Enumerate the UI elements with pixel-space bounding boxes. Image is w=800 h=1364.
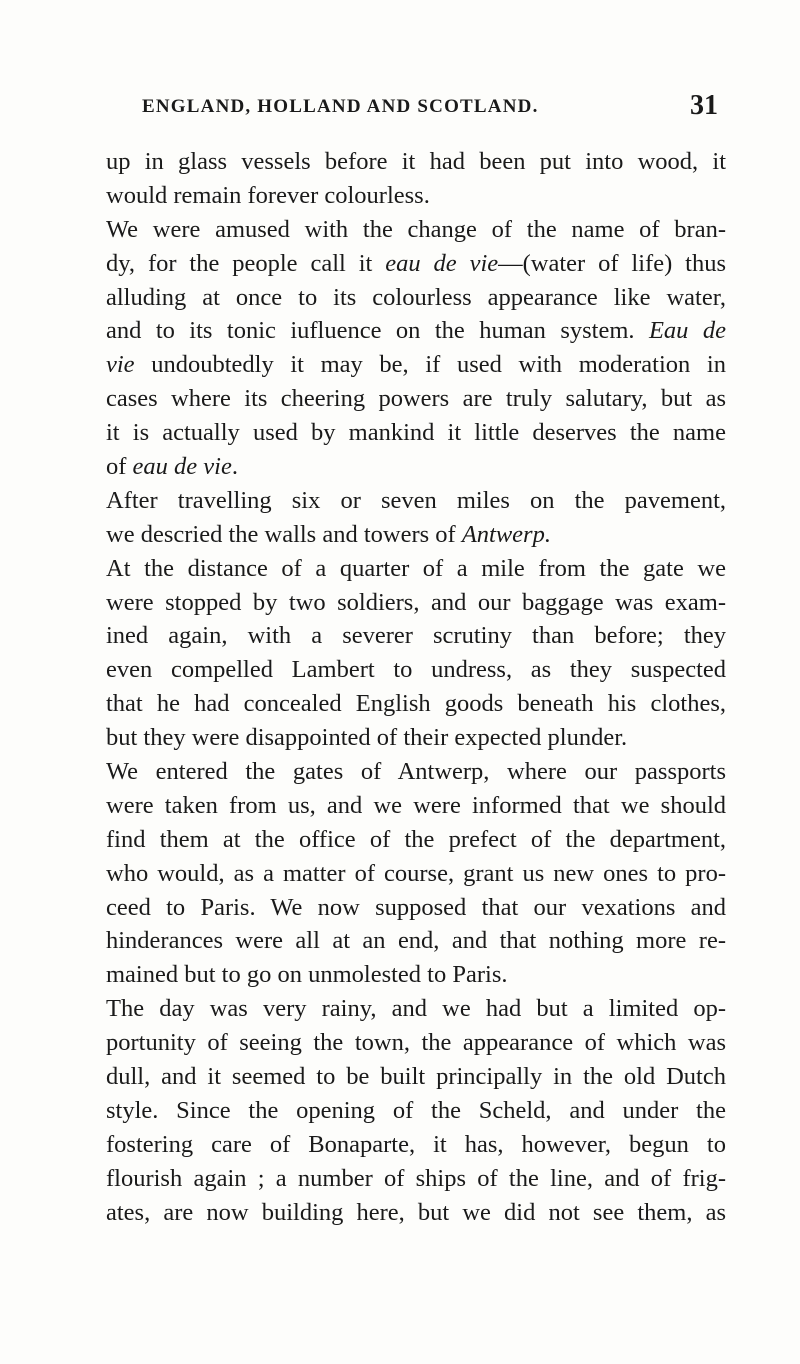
text-line: style. Since the opening of the Scheld, and under the [106,1096,726,1124]
text-line: were stopped by two soldiers, and our baggage was exam- [106,588,726,616]
text-line: that he had concealed English goods beneath his clothes, [106,690,726,718]
running-head-title: ENGLAND, HOLLAND AND SCOTLAND. [142,96,539,117]
text-line: The day was very rainy, and we had but a limited op- [106,995,726,1023]
text-line: We entered the gates of Antwerp, where our passports [106,758,726,786]
text-line: mained but to go on unmolested to Paris. [106,961,508,989]
text-line: After travelling six or seven miles on the pavement, [106,486,726,514]
text-line: We were amused with the change of the name of bran- [106,215,726,243]
text-line: and to its tonic iufluence on the human system. Eau de [106,317,726,345]
text-line: of eau de vie. [106,453,238,481]
text-line: ined again, with a severer scrutiny than before; they [106,622,726,650]
text-line: were taken from us, and we were informed that we should [106,791,726,819]
text-line: up in glass vessels before it had been put into wood, it [106,148,726,175]
text-line: but they were disappointed of their expected plunder. [106,724,628,752]
text-line: dy, for the people call it eau de vie—(water of life) thus [106,249,726,277]
text-line: even compelled Lambert to undress, as they suspected [106,656,726,684]
text-line: dull, and it seemed to be built principally in the old Dutch [106,1063,726,1091]
page-number: 31 [690,90,718,121]
text-line: we descried the walls and towers of Antwerp. [106,520,551,548]
text-line: would remain forever colourless. [106,181,430,209]
text-line: ates, are now building here, but we did not see them, as [106,1198,726,1226]
text-line: fostering care of Bonaparte, it has, however, begun to [106,1130,726,1158]
text-line: alluding at once to its colourless appearance like water, [106,283,726,311]
text-line: hinderances were all at an end, and that nothing more re- [106,927,726,955]
text-line: portunity of seeing the town, the appearance of which was [106,1029,726,1057]
body-text [106,145,726,1230]
text-line: At the distance of a quarter of a mile from the gate we [106,554,726,582]
text-line: find them at the office of the prefect of the department, [106,825,726,853]
text-line: cases where its cheering powers are truly salutary, but as [106,385,726,413]
text-line: flourish again ; a number of ships of the line, and of frig- [106,1164,726,1192]
text-line: who would, as a matter of course, grant us new ones to pro- [106,859,726,887]
text-line: it is actually used by mankind it little deserves the name [106,419,726,447]
running-head [106,90,718,130]
text-line: vie undoubtedly it may be, if used with moderation in [106,351,726,379]
text-line: ceed to Paris. We now supposed that our vexations and [106,893,726,921]
